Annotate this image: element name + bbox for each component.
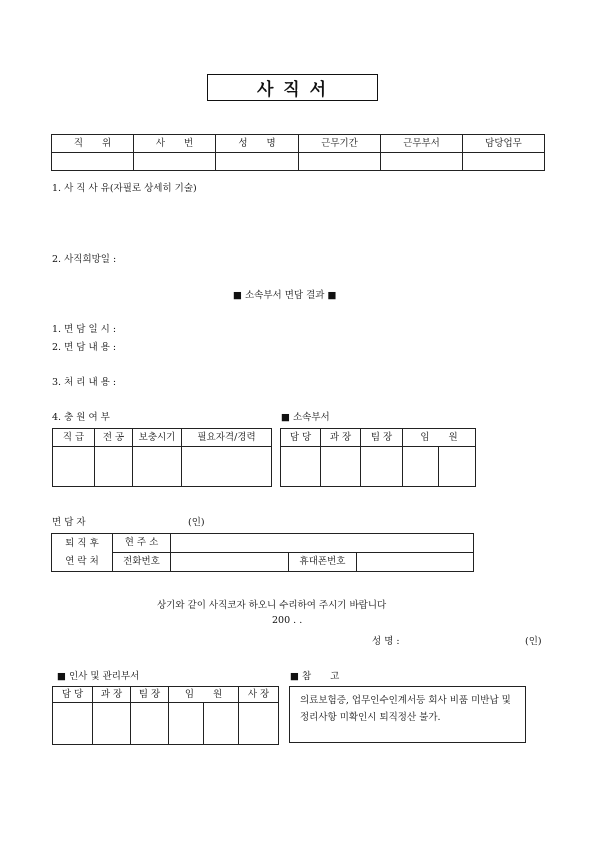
request-text: 상기와 같이 사직코자 하오니 수리하여 주시기 바랍니다 — [157, 600, 387, 611]
resignation-date-label: 2. 사직희망일 : — [52, 254, 117, 265]
hr-header-team-leader: 팀 장 — [131, 687, 169, 703]
hr-president-sign-field[interactable] — [239, 703, 279, 745]
hr-header-staff: 담 당 — [53, 687, 93, 703]
replacement-label: 4. 충 원 여 부 — [52, 412, 110, 423]
name-label: 성 명 : — [372, 636, 400, 647]
rank-field[interactable] — [53, 447, 95, 487]
address-field[interactable] — [171, 534, 474, 553]
header-work-period: 근무기간 — [299, 135, 381, 153]
interview-date-label: 1. 면 담 일 시 : — [52, 324, 117, 335]
duty-field[interactable] — [463, 153, 545, 171]
contact-group-label-bottom: 연 락 처 — [52, 553, 113, 572]
hr-team-leader-sign-field[interactable] — [131, 703, 169, 745]
section-chief-sign-field[interactable] — [321, 447, 361, 487]
header-team-leader: 팀 장 — [361, 429, 403, 447]
contact-group-label-top: 퇴 직 후 — [52, 534, 113, 553]
dept-label: ■ 소속부서 — [281, 412, 330, 423]
interviewer-seal-mark: (인) — [188, 517, 205, 528]
contact-table — [51, 533, 474, 572]
phone-label: 전화번호 — [113, 553, 171, 572]
major-field[interactable] — [95, 447, 133, 487]
hr-dept-label: ■ 인사 및 관리부서 — [57, 671, 140, 682]
interviewer-label: 면 담 자 — [52, 517, 86, 528]
executive-sign-field-2[interactable] — [439, 447, 476, 487]
note-text: 의료보험증, 업무인수인계서등 회사 비품 미반납 및 정리사항 미확인시 퇴직정산 불가. — [300, 695, 511, 723]
hr-header-section-chief: 과 장 — [93, 687, 131, 703]
address-label: 현 주 소 — [113, 534, 171, 553]
header-qualification: 필요자격/경력 — [182, 429, 272, 447]
mobile-label: 휴대폰번호 — [289, 553, 357, 572]
employee-number-field[interactable] — [134, 153, 216, 171]
team-leader-sign-field[interactable] — [361, 447, 403, 487]
resignation-reason-label: 1. 사 직 사 유(자필로 상세히 기술) — [52, 183, 197, 194]
header-duty: 담당업무 — [463, 135, 545, 153]
header-executive: 임 원 — [403, 429, 476, 447]
interview-heading: ■ 소속부서 면담 결과 ■ — [233, 290, 337, 301]
interview-content-label: 2. 면 담 내 용 : — [52, 342, 117, 353]
timing-field[interactable] — [133, 447, 182, 487]
name-seal-mark: (인) — [525, 636, 542, 647]
header-major: 전 공 — [95, 429, 133, 447]
date-line: 200 . . — [272, 615, 303, 626]
qualification-field[interactable] — [182, 447, 272, 487]
handling-content-label: 3. 처 리 내 용 : — [52, 377, 117, 388]
hr-staff-sign-field[interactable] — [53, 703, 93, 745]
document-title: 사 직 서 — [207, 74, 378, 101]
name-field[interactable] — [216, 153, 299, 171]
replacement-table — [52, 428, 272, 487]
department-field[interactable] — [381, 153, 463, 171]
work-period-field[interactable] — [299, 153, 381, 171]
header-position: 직 위 — [52, 135, 134, 153]
note-box — [289, 686, 526, 743]
hr-executive-sign-field-2[interactable] — [204, 703, 239, 745]
staff-sign-field[interactable] — [281, 447, 321, 487]
hr-executive-sign-field-1[interactable] — [169, 703, 204, 745]
header-rank: 직 급 — [53, 429, 95, 447]
note-label: ■ 참 고 — [290, 671, 340, 682]
hr-header-executive: 임 원 — [169, 687, 239, 703]
employee-info-table — [51, 134, 545, 171]
position-field[interactable] — [52, 153, 134, 171]
mobile-field[interactable] — [357, 553, 474, 572]
phone-field[interactable] — [171, 553, 289, 572]
header-section-chief: 과 장 — [321, 429, 361, 447]
executive-sign-field-1[interactable] — [403, 447, 439, 487]
hr-approval-table — [52, 686, 279, 745]
header-department: 근무부서 — [381, 135, 463, 153]
hr-section-chief-sign-field[interactable] — [93, 703, 131, 745]
header-employee-number: 사 번 — [134, 135, 216, 153]
dept-approval-table — [280, 428, 476, 487]
header-timing: 보충시기 — [133, 429, 182, 447]
hr-header-president: 사 장 — [239, 687, 279, 703]
header-name: 성 명 — [216, 135, 299, 153]
header-staff: 담 당 — [281, 429, 321, 447]
